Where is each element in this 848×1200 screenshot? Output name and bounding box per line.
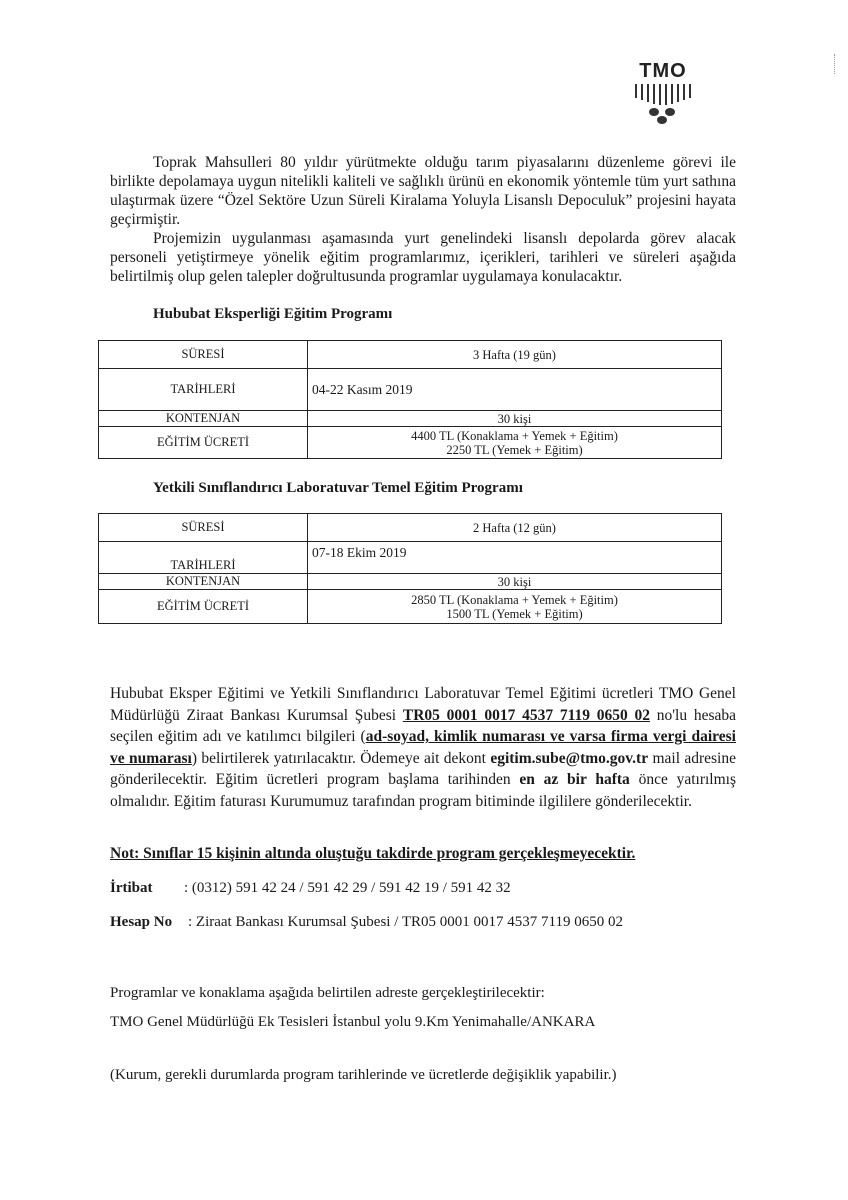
table-row (99, 514, 722, 542)
table-row (99, 574, 722, 590)
fee-label: EĞİTİM ÜCRETİ (99, 590, 308, 624)
scan-mark (834, 54, 837, 74)
quota-label: KONTENJAN (99, 411, 308, 427)
table-row (99, 427, 722, 459)
required-info: ad-soyad, kimlik numarası ve varsa firma vergi dairesi ve numarası (110, 728, 736, 767)
table-row (99, 369, 722, 411)
payment-text: no'lu hesaba seçilen eğitim adı ve katılımcı bilgileri ( (110, 706, 736, 746)
quota-value: 30 kişi (308, 574, 722, 590)
contact-value: : (0312) 591 42 24 / 591 42 29 / 591 42 19 / 591 42 32 (184, 880, 511, 896)
table-row (99, 411, 722, 427)
fee-basic: 1500 TL (Yemek + Eğitim) (446, 606, 583, 621)
program1-title: Hububat Eksperliği Eğitim Programı (153, 306, 393, 322)
account-value: : Ziraat Bankası Kurumsal Şubesi / TR05 0001 0017 4537 7119 0650 02 (188, 914, 623, 930)
quota-value: 30 kişi (308, 411, 722, 427)
payment-text: Hububat Eksper Eğitimi ve Yetkili Sınıflandırıcı Laboratuvar Temel Eğitimi ücretleri TMO Genel Müdürlüğü Ziraat Bankası Kurumsal Şubesi (110, 685, 736, 724)
email-address: egitim.sube@tmo.gov.tr (490, 749, 649, 767)
payment-text: önce yatırılmış olmalıdır. Eğitim faturası Kurumumuz tarafından program bitiminde ilgililere gönderilecektir. (110, 771, 736, 810)
payment-text: ) belirtilerek yatırılacaktır. Ödemeye ait dekont (191, 749, 491, 767)
dates-value: 04-22 Kasım 2019 (308, 369, 722, 411)
contact-label: İrtibat (110, 880, 153, 896)
logo-text: TMO (639, 60, 687, 82)
dates-label: TARİHLERİ (99, 369, 308, 411)
table-row (99, 542, 722, 574)
table-row (99, 341, 722, 369)
intro-paragraph-2: Projemizin uygulanması aşamasında yurt genelindeki lisanslı depolarda görev alacak personeli yetiştirmeye yönelik eğitim programlarımız, içerikleri, tarihleri ve süreleri aşağıda belirtilmiş olup gelen talepler doğrultusunda programlar uygulamaya konulacaktır. (110, 230, 736, 285)
fee-values (308, 590, 722, 624)
venue-line-2: TMO Genel Müdürlüğü Ek Tesisleri İstanbul yolu 9.Km Yenimahalle/ANKARA (110, 1014, 596, 1030)
duration-value: 3 Hafta (19 gün) (308, 341, 722, 369)
payment-text: mail adresine gönderilecektir. Eğitim ücretleri program başlama tarihinden (110, 749, 736, 789)
duration-value: 2 Hafta (12 gün) (308, 514, 722, 542)
program2-table (98, 513, 722, 624)
quota-label: KONTENJAN (99, 574, 308, 590)
intro-paragraph-1: Toprak Mahsulleri 80 yıldır yürütmekte olduğu tarım piyasalarını düzenleme görevi ile birlikte depolamaya uygun nitelikli kaliteli ve sağlıklı ürünü en ekonomik yöntemle tüm yurt sathına ulaştırmak üzere “Özel Sektöre Uzun Süreli Kiralama Yoluyla Lisanslı Depoculuk” projesini hayata geçirmiştir. (110, 154, 736, 228)
fee-values (308, 427, 722, 459)
contact-line (110, 880, 511, 897)
duration-label: SÜRESİ (99, 514, 308, 542)
account-label: Hesap No (110, 914, 173, 930)
fee-basic: 2250 TL (Yemek + Eğitim) (446, 442, 583, 457)
fee-full: 4400 TL (Konaklama + Yemek + Eğitim) (411, 428, 618, 443)
dates-value: 07-18 Ekim 2019 (308, 542, 722, 574)
iban-text: TR05 0001 0017 4537 7119 0650 02 (402, 706, 650, 724)
payment-paragraph (110, 683, 736, 813)
account-line (110, 914, 623, 931)
duration-label: SÜRESİ (99, 341, 308, 369)
venue-line-1: Programlar ve konaklama aşağıda belirtilen adreste gerçekleştirilecektir: (110, 985, 545, 1001)
tmo-logo (628, 60, 698, 126)
disclaimer-text: (Kurum, gerekli durumlarda program tarihlerinde ve ücretlerde değişiklik yapabilir.) (110, 1067, 617, 1083)
program1-table (98, 340, 722, 459)
deadline-text: en az bir hafta (519, 771, 630, 789)
fee-label: EĞİTİM ÜCRETİ (99, 427, 308, 459)
table-row (99, 590, 722, 624)
program2-title: Yetkili Sınıflandırıcı Laboratuvar Temel Eğitim Programı (153, 480, 523, 496)
fee-full: 2850 TL (Konaklama + Yemek + Eğitim) (411, 592, 618, 607)
wheat-icon (632, 82, 694, 126)
intro-text (110, 153, 736, 286)
dates-label: TARİHLERİ (99, 542, 308, 574)
note-text: Not: Sınıflar 15 kişinin altında oluştuğu takdirde program gerçekleşmeyecektir. (110, 845, 636, 862)
